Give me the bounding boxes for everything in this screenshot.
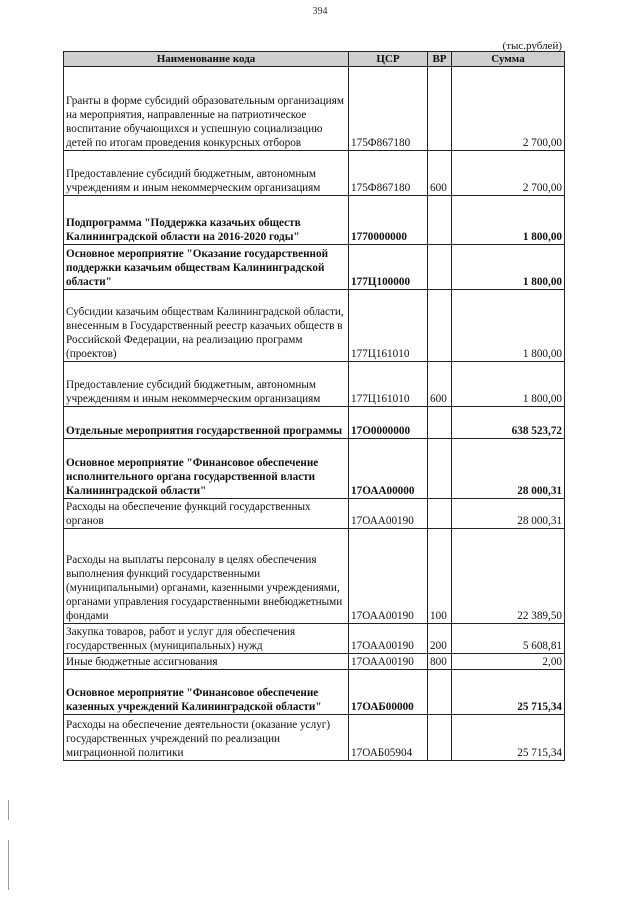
cell-vr [428, 245, 452, 290]
table-row [64, 290, 565, 362]
cell-csr: 17ОАА00190 [349, 624, 428, 654]
cell-sum: 2 700,00 [452, 151, 565, 196]
table-row [64, 499, 565, 529]
table-row [64, 624, 565, 654]
cell-sum: 1 800,00 [452, 245, 565, 290]
header-name: Наименование кода [64, 52, 349, 67]
cell-vr: 100 [428, 529, 452, 624]
cell-name: Предоставление субсидий бюджетным, автономным учреждениям и иным некоммерческим организациям [64, 151, 349, 196]
cell-vr: 600 [428, 151, 452, 196]
cell-name: Основное мероприятие "Финансовое обеспечение казенных учреждений Калининградской области" [64, 670, 349, 715]
cell-csr: 17ОАБ00000 [349, 670, 428, 715]
table-header-row [64, 52, 565, 67]
cell-csr: 17О0000000 [349, 407, 428, 439]
cell-name: Гранты в форме субсидий образовательным организациям на мероприятия, направленные на патриотическое воспитание обучающихся и успешную социализацию детей по итогам проведения конкурсных отборов [64, 67, 349, 151]
cell-vr [428, 439, 452, 499]
table-row [64, 196, 565, 245]
cell-csr: 177Ц161010 [349, 362, 428, 407]
table-row [64, 439, 565, 499]
cell-vr [428, 407, 452, 439]
table-row [64, 670, 565, 715]
cell-csr: 17ОАА00190 [349, 529, 428, 624]
cell-sum: 28 000,31 [452, 499, 565, 529]
cell-sum: 638 523,72 [452, 407, 565, 439]
cell-vr [428, 196, 452, 245]
table-row [64, 245, 565, 290]
cell-csr: 1770000000 [349, 196, 428, 245]
table-row [64, 407, 565, 439]
cell-name: Закупка товаров, работ и услуг для обеспечения государственных (муниципальных) нужд [64, 624, 349, 654]
cell-sum: 25 715,34 [452, 715, 565, 761]
cell-vr [428, 715, 452, 761]
cell-sum: 1 800,00 [452, 290, 565, 362]
scan-edge-mark [8, 800, 9, 820]
cell-sum: 1 800,00 [452, 362, 565, 407]
table-row [64, 67, 565, 151]
page-number: 394 [312, 6, 328, 17]
cell-csr: 17ОАБ05904 [349, 715, 428, 761]
cell-name: Расходы на обеспечение деятельности (оказание услуг) государственных учреждений по реализации миграционной политики [64, 715, 349, 761]
cell-name: Отдельные мероприятия государственной программы [64, 407, 349, 439]
cell-csr: 17ОАА00000 [349, 439, 428, 499]
cell-vr [428, 290, 452, 362]
table-row [64, 654, 565, 670]
cell-name: Предоставление субсидий бюджетным, автономным учреждениям и иным некоммерческим организациям [64, 362, 349, 407]
cell-vr [428, 499, 452, 529]
cell-sum: 5 608,81 [452, 624, 565, 654]
cell-sum: 25 715,34 [452, 670, 565, 715]
table-row [64, 529, 565, 624]
cell-csr: 175Ф867180 [349, 151, 428, 196]
cell-name: Расходы на обеспечение функций государственных органов [64, 499, 349, 529]
cell-csr: 17ОАА00190 [349, 654, 428, 670]
header-vr: ВР [428, 52, 452, 67]
cell-name: Иные бюджетные ассигнования [64, 654, 349, 670]
cell-sum: 2,00 [452, 654, 565, 670]
cell-name: Подпрограмма "Поддержка казачьих обществ Калининградской области на 2016-2020 годы" [64, 196, 349, 245]
cell-vr [428, 670, 452, 715]
cell-vr: 600 [428, 362, 452, 407]
cell-vr: 800 [428, 654, 452, 670]
cell-name: Основное мероприятие "Финансовое обеспечение исполнительного органа государственной власти Калининградской области" [64, 439, 349, 499]
cell-csr: 17ОАА00190 [349, 499, 428, 529]
header-csr: ЦСР [349, 52, 428, 67]
cell-csr: 177Ц100000 [349, 245, 428, 290]
cell-name: Основное мероприятие "Оказание государственной поддержки казачьим обществам Калининградской области" [64, 245, 349, 290]
table-row [64, 151, 565, 196]
table-row [64, 362, 565, 407]
header-sum: Сумма [452, 52, 565, 67]
cell-sum: 1 800,00 [452, 196, 565, 245]
cell-name: Субсидии казачьим обществам Калининградской области, внесенным в Государственный реестр казачьих обществ в Российской Федерации, на реализацию программ (проектов) [64, 290, 349, 362]
cell-vr: 200 [428, 624, 452, 654]
cell-sum: 22 389,50 [452, 529, 565, 624]
cell-vr [428, 67, 452, 151]
budget-table [63, 51, 565, 761]
table-row [64, 715, 565, 761]
cell-name: Расходы на выплаты персоналу в целях обеспечения выполнения функций государственными (муниципальными) органами, казенными учреждениями, органами управления государственными внебюджетными фондами [64, 529, 349, 624]
cell-sum: 2 700,00 [452, 67, 565, 151]
cell-csr: 177Ц161010 [349, 290, 428, 362]
scan-edge-mark [8, 840, 9, 890]
cell-csr: 175Ф867180 [349, 67, 428, 151]
units-label: (тыс.рублей) [502, 40, 562, 52]
cell-sum: 28 000,31 [452, 439, 565, 499]
